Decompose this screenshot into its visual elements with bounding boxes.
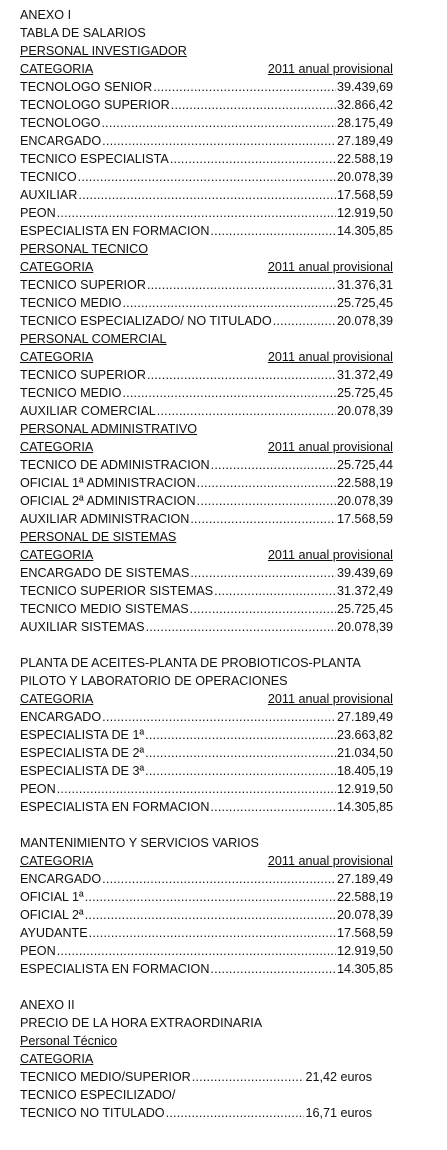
dot-leader <box>146 618 336 636</box>
row-value: 39.439,69 <box>336 80 393 94</box>
row-label: ESPECIALISTA DE 2ª <box>20 746 145 760</box>
dot-leader <box>145 762 336 780</box>
salary-row <box>20 726 393 744</box>
overtime-row-label-line1: TECNICO ESPECILIZADO/ <box>20 1088 176 1102</box>
salary-row <box>20 942 393 960</box>
mantenimiento-title: MANTENIMIENTO Y SERVICIOS VARIOS <box>20 836 259 850</box>
dot-leader <box>147 366 336 384</box>
row-label: TECNICO MEDIO <box>20 296 122 310</box>
overtime-row <box>20 1068 372 1086</box>
column-label: CATEGORIA <box>20 62 94 76</box>
column-header <box>20 348 393 366</box>
dot-leader <box>122 384 336 402</box>
salary-row <box>20 384 393 402</box>
dot-leader <box>57 204 336 222</box>
row-value: 17.568,59 <box>336 188 393 202</box>
dot-leader <box>190 564 336 582</box>
row-label: ENCARGADO <box>20 872 102 886</box>
row-value: 17.568,59 <box>336 926 393 940</box>
salary-row <box>20 762 393 780</box>
column-label: CATEGORIA <box>20 548 94 562</box>
salary-row <box>20 78 393 96</box>
salary-row <box>20 888 393 906</box>
salary-row <box>20 456 393 474</box>
salary-row <box>20 474 393 492</box>
salary-row <box>20 780 393 798</box>
planta-title-line1: PLANTA DE ACEITES-PLANTA DE PROBIOTICOS-PLANTA <box>20 656 361 670</box>
row-value: 20.078,39 <box>336 314 393 328</box>
dot-leader <box>78 186 336 204</box>
row-value: 20.078,39 <box>336 494 393 508</box>
dot-leader <box>122 294 336 312</box>
row-label: TECNICO DE ADMINISTRACION <box>20 458 210 472</box>
row-label: AUXILIAR COMERCIAL <box>20 404 156 418</box>
salary-row <box>20 150 393 168</box>
column-value-label: 2011 anual provisional <box>267 350 393 364</box>
salary-document <box>20 6 393 1122</box>
salary-row <box>20 600 393 618</box>
row-value: 21,42 euros <box>305 1070 372 1084</box>
section-title: PERSONAL DE SISTEMAS <box>20 530 177 544</box>
dot-leader <box>102 132 336 150</box>
row-label: PEON <box>20 944 56 958</box>
column-header <box>20 60 393 78</box>
spacer <box>20 978 393 996</box>
dot-leader <box>145 744 336 762</box>
dot-leader <box>166 1104 305 1122</box>
row-label: TECNICO MEDIO <box>20 386 122 400</box>
row-value: 20.078,39 <box>336 404 393 418</box>
salary-row <box>20 186 393 204</box>
column-header <box>20 438 393 456</box>
column-label: CATEGORIA <box>20 260 94 274</box>
salary-row <box>20 960 393 978</box>
salary-row <box>20 204 393 222</box>
salary-row <box>20 276 393 294</box>
row-label: PEON <box>20 782 56 796</box>
section-title: PERSONAL ADMINISTRATIVO <box>20 422 198 436</box>
row-label: ESPECIALISTA EN FORMACION <box>20 800 210 814</box>
salary-row <box>20 798 393 816</box>
salary-row <box>20 96 393 114</box>
row-label: TECNOLOGO <box>20 116 101 130</box>
row-label: TECNICO MEDIO SISTEMAS <box>20 602 189 616</box>
row-value: 23.663,82 <box>336 728 393 742</box>
row-label: TECNICO ESPECIALIZADO/ NO TITULADO <box>20 314 272 328</box>
salary-row <box>20 582 393 600</box>
dot-leader <box>101 114 335 132</box>
row-value: 20.078,39 <box>336 170 393 184</box>
row-label: TECNICO SUPERIOR <box>20 278 146 292</box>
salary-row <box>20 870 393 888</box>
row-value: 14.305,85 <box>336 962 393 976</box>
row-value: 14.305,85 <box>336 224 393 238</box>
row-label: PEON <box>20 206 56 220</box>
dot-leader <box>210 960 336 978</box>
row-value: 25.725,44 <box>336 458 393 472</box>
dot-leader <box>211 456 336 474</box>
dot-leader <box>78 168 336 186</box>
row-label: TECNICO ESPECIALISTA <box>20 152 169 166</box>
row-label: TECNICO NO TITULADO <box>20 1106 165 1120</box>
row-label: ESPECIALISTA EN FORMACION <box>20 224 210 238</box>
section-title: PERSONAL COMERCIAL <box>20 332 167 346</box>
row-label: ESPECIALISTA EN FORMACION <box>20 962 210 976</box>
dot-leader <box>57 780 336 798</box>
dot-leader <box>190 510 336 528</box>
salary-row <box>20 564 393 582</box>
column-header <box>20 258 393 276</box>
row-label: OFICIAL 1ª ADMINISTRACION <box>20 476 196 490</box>
row-value: 25.725,45 <box>336 602 393 616</box>
row-value: 16,71 euros <box>305 1106 372 1120</box>
dot-leader <box>85 906 336 924</box>
row-value: 22.588,19 <box>336 476 393 490</box>
dot-leader <box>145 726 336 744</box>
dot-leader <box>85 888 336 906</box>
row-label: OFICIAL 2ª <box>20 908 84 922</box>
row-value: 18.405,19 <box>336 764 393 778</box>
dot-leader <box>153 78 336 96</box>
row-value: 27.189,49 <box>336 710 393 724</box>
salary-row <box>20 222 393 240</box>
column-label: CATEGORIA <box>20 350 94 364</box>
row-value: 20.078,39 <box>336 908 393 922</box>
row-label: AUXILIAR <box>20 188 78 202</box>
dot-leader <box>197 492 336 510</box>
salary-row <box>20 294 393 312</box>
section-title: PERSONAL TECNICO <box>20 242 149 256</box>
row-label: OFICIAL 1ª <box>20 890 84 904</box>
row-value: 12.919,50 <box>336 944 393 958</box>
row-value: 27.189,49 <box>336 872 393 886</box>
row-value: 14.305,85 <box>336 800 393 814</box>
dot-leader <box>57 942 336 960</box>
dot-leader <box>157 402 336 420</box>
column-value-label: 2011 anual provisional <box>267 260 393 274</box>
dot-leader <box>192 1068 305 1086</box>
row-label: ESPECIALISTA DE 3ª <box>20 764 145 778</box>
column-label: CATEGORIA <box>20 854 94 868</box>
salary-row <box>20 114 393 132</box>
salary-row <box>20 924 393 942</box>
row-value: 17.568,59 <box>336 512 393 526</box>
row-label: ENCARGADO <box>20 710 102 724</box>
salary-row <box>20 132 393 150</box>
column-header <box>20 852 393 870</box>
row-value: 31.376,31 <box>336 278 393 292</box>
annex2-title: ANEXO II <box>20 998 75 1012</box>
row-label: TECNICO SUPERIOR <box>20 368 146 382</box>
column-header <box>20 546 393 564</box>
annex2-section-title: Personal Técnico <box>20 1034 118 1048</box>
dot-leader <box>171 96 336 114</box>
salary-row <box>20 312 393 330</box>
overtime-row <box>20 1104 372 1122</box>
salary-row <box>20 744 393 762</box>
column-value-label: 2011 anual provisional <box>267 692 393 706</box>
row-label: OFICIAL 2ª ADMINISTRACION <box>20 494 196 508</box>
annex2-column-header <box>20 1050 393 1068</box>
row-label: TECNICO <box>20 170 77 184</box>
column-value-label: 2011 anual provisional <box>267 548 393 562</box>
row-value: 20.078,39 <box>336 620 393 634</box>
dot-leader <box>210 798 336 816</box>
row-label: TECNOLOGO SENIOR <box>20 80 153 94</box>
dot-leader <box>214 582 336 600</box>
spacer <box>20 636 393 654</box>
dot-leader <box>210 222 336 240</box>
row-value: 25.725,45 <box>336 386 393 400</box>
salary-row <box>20 708 393 726</box>
column-value-label: 2011 anual provisional <box>267 440 393 454</box>
column-label: CATEGORIA <box>20 1052 94 1066</box>
row-label: AYUDANTE <box>20 926 88 940</box>
row-value: 12.919,50 <box>336 782 393 796</box>
row-value: 39.439,69 <box>336 566 393 580</box>
dot-leader <box>102 870 336 888</box>
column-value-label: 2011 anual provisional <box>267 62 393 76</box>
row-label: TECNICO MEDIO/SUPERIOR <box>20 1070 191 1084</box>
dot-leader <box>190 600 336 618</box>
column-header <box>20 690 393 708</box>
section-title: PERSONAL INVESTIGADOR <box>20 44 187 58</box>
row-label: AUXILIAR ADMINISTRACION <box>20 512 190 526</box>
column-label: CATEGORIA <box>20 692 94 706</box>
dot-leader <box>197 474 336 492</box>
dot-leader <box>102 708 336 726</box>
column-value-label: 2011 anual provisional <box>267 854 393 868</box>
row-value: 22.588,19 <box>336 890 393 904</box>
row-value: 31.372,49 <box>336 584 393 598</box>
row-label: ENCARGADO DE SISTEMAS <box>20 566 190 580</box>
row-value: 12.919,50 <box>336 206 393 220</box>
row-value: 31.372,49 <box>336 368 393 382</box>
dot-leader <box>89 924 336 942</box>
dot-leader <box>147 276 336 294</box>
spacer <box>20 816 393 834</box>
row-value: 21.034,50 <box>336 746 393 760</box>
row-value: 22.588,19 <box>336 152 393 166</box>
row-label: ENCARGADO <box>20 134 102 148</box>
dot-leader <box>170 150 336 168</box>
row-label: ESPECIALISTA DE 1ª <box>20 728 145 742</box>
row-value: 27.189,49 <box>336 134 393 148</box>
annex2-subtitle: PRECIO DE LA HORA EXTRAORDINARIA <box>20 1016 263 1030</box>
salary-row <box>20 168 393 186</box>
salary-row <box>20 618 393 636</box>
salary-row <box>20 906 393 924</box>
planta-title-line2: PILOTO Y LABORATORIO DE OPERACIONES <box>20 674 288 688</box>
row-value: 25.725,45 <box>336 296 393 310</box>
salary-row <box>20 366 393 384</box>
row-value: 32.866,42 <box>336 98 393 112</box>
row-label: TECNOLOGO SUPERIOR <box>20 98 170 112</box>
salary-row <box>20 402 393 420</box>
row-label: TECNICO SUPERIOR SISTEMAS <box>20 584 214 598</box>
row-label: AUXILIAR SISTEMAS <box>20 620 145 634</box>
annex1-subtitle: TABLA DE SALARIOS <box>20 26 146 40</box>
column-label: CATEGORIA <box>20 440 94 454</box>
salary-row <box>20 510 393 528</box>
row-value: 28.175,49 <box>336 116 393 130</box>
annex1-title: ANEXO I <box>20 8 72 22</box>
salary-row <box>20 492 393 510</box>
dot-leader <box>273 312 336 330</box>
